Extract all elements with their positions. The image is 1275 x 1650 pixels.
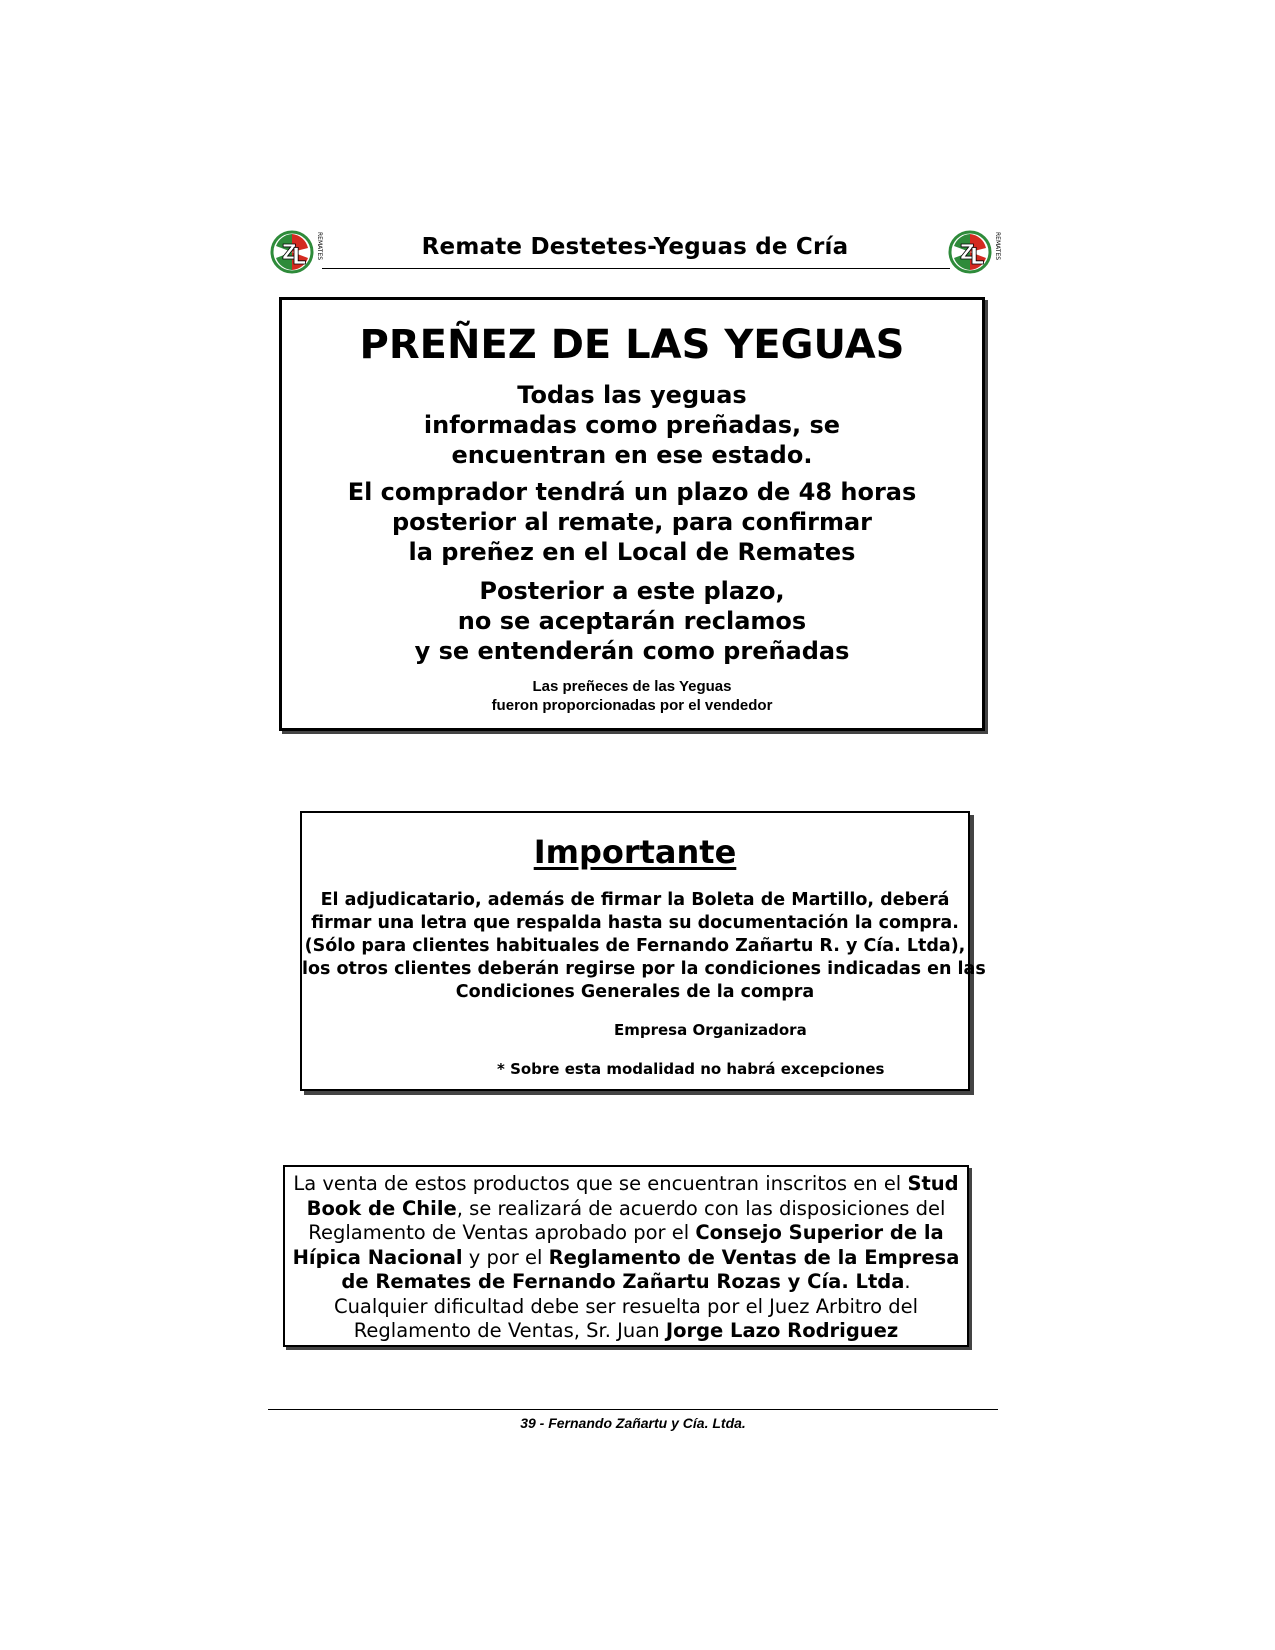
text-line: El comprador tendrá un plazo de 48 horas <box>347 478 917 506</box>
regulations-bold-stud-book: Stud Book de Chile <box>306 1172 959 1220</box>
text-line: El adjudicatario, además de firmar la Boleta de Martillo, deberá <box>320 890 950 910</box>
text-line: posterior al remate, para confirmar <box>392 508 872 536</box>
text-line: y se entenderán como preñadas <box>414 637 850 665</box>
page-header-title: Remate Destetes-Yeguas de Cría <box>421 234 849 260</box>
company-logo-right <box>948 226 1004 278</box>
text-line: no se aceptarán reclamos <box>457 607 807 635</box>
text-line: la preñez en el Local de Remates <box>408 538 856 566</box>
logo-remates-text: REMATES <box>316 232 323 261</box>
regulations-bold-consejo: Consejo Superior de la Hípica Nacional <box>292 1221 944 1269</box>
regulations-text: , se realizará de acuerdo con las disposiciones del Reglamento de Ventas aprobado por el <box>308 1196 946 1244</box>
svg-text:Z: Z <box>960 240 975 264</box>
pregnancy-notice-box <box>279 297 985 731</box>
text-line: Las preñeces de las Yeguas <box>532 678 732 695</box>
svg-text:Z: Z <box>282 240 297 264</box>
text-line: firmar una letra que respalda hasta su documentación la compra. <box>311 913 959 933</box>
regulations-box <box>283 1165 969 1347</box>
page-footer: 39 - Fernando Zañartu y Cía. Ltda. <box>520 1415 746 1431</box>
important-heading: Importante <box>533 833 737 871</box>
text-line: Condiciones Generales de la compra <box>455 982 815 1002</box>
organizer-label: Empresa Organizadora <box>614 1021 807 1039</box>
text-line: encuentran en ese estado. <box>451 441 813 469</box>
pregnancy-notice-paragraph-2 <box>282 477 982 567</box>
footer-divider <box>268 1409 998 1410</box>
important-body <box>302 889 986 1004</box>
text-line: informadas como preñadas, se <box>423 411 841 439</box>
regulations-text: y por el <box>462 1245 549 1269</box>
text-line: los otros clientes deberán regirse por la condiciones indicadas en las <box>302 959 986 979</box>
pregnancy-notice-heading: PREÑEZ DE LAS YEGUAS <box>359 322 905 368</box>
text-line: fueron proporcionadas por el vendedor <box>491 697 773 714</box>
svg-text:L: L <box>292 245 307 270</box>
exception-note: * Sobre esta modalidad no habrá excepciones <box>497 1060 885 1078</box>
regulations-text: . <box>904 1270 911 1293</box>
important-box <box>300 811 986 1091</box>
pregnancy-notice-paragraph-3 <box>282 576 982 666</box>
logo-remates-text: REMATES <box>994 232 1001 261</box>
text-line: Posterior a este plazo, <box>479 577 785 605</box>
header-divider <box>322 268 950 269</box>
svg-text:L: L <box>970 245 985 270</box>
company-logo-left <box>270 226 326 278</box>
text-line: Todas las yeguas <box>517 381 747 409</box>
regulations-text: La venta de estos productos que se encuentran inscritos en el <box>293 1172 908 1195</box>
pregnancy-notice-paragraph-1 <box>282 380 982 470</box>
text-line: (Sólo para clientes habituales de Fernando Zañartu R. y Cía. Ltda), <box>304 936 966 956</box>
regulations-bold-reglamento: Reglamento de Ventas de la Empresa de Remates de Fernando Zañartu Rozas y Cía. Ltda <box>341 1245 960 1293</box>
regulations-text: Cualquier dificultad debe ser resuelta por el Juez Arbitro del Reglamento de Ventas, Sr. Juan <box>333 1294 919 1342</box>
regulations-bold-judge-name: Jorge Lazo Rodriguez <box>665 1319 899 1342</box>
pregnancy-notice-footnote <box>282 677 982 715</box>
